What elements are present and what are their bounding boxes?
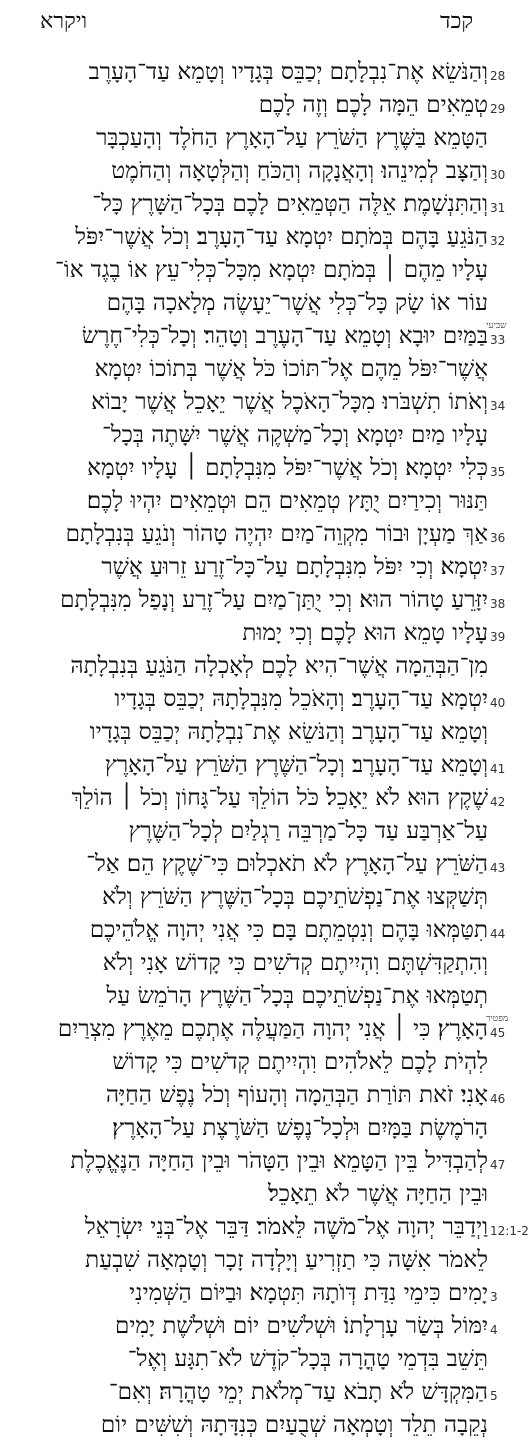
verse-text: טְמֵאִים הֵמָּה לָכֶם׃ וְזֶה לָכֶם — [258, 92, 488, 118]
text-line — [10, 1013, 509, 1046]
verse-text: יִמּוֹל בְּשַׂר עָרְלָתוֹ׃ וּשְׁלֹשִׁים יוֹם וּשְׁלֹשֶׁת יָמִים — [115, 1313, 488, 1339]
verse-text: וְהַצָּב לְמִינֵהוּ׃ וְהָאֲנָקָה וְהַכֹּחַ וְהַלְּטָאָה וְהַחֹמֶט — [111, 158, 488, 184]
verse-number: 3 — [490, 1290, 498, 1304]
verse-number: 34 — [490, 399, 506, 413]
verse-text: שֶׁקֶץ הוּא לֹא יֵאָכֵל׃ כֹּל הוֹלֵךְ עַל־גָּחוֹן וְכֹל ׀ הוֹלֵךְ — [71, 785, 488, 811]
verse-text: אֲשֶׁר־יִפֹּל מֵהֶם אֶל־תּוֹכוֹ כֹּל אֲשֶׁר בְּתוֹכוֹ יִטְמָא — [94, 356, 488, 382]
verse-text: עוֹר אוֹ שָׂק כָּל־כְּלִי אֲשֶׁר־יֵעָשֶׂה מְלָאכָה בָּהֶם — [106, 290, 488, 316]
verse-text: עָלָיו טָמֵא הוּא לָכֶם׃ וְכִי יָמוּת — [242, 620, 488, 646]
verse-number: 30 — [490, 168, 506, 182]
verse-text: וְטָמֵא עַד־הָעָרֶב׃ וְכָל־הַשֶּׁרֶץ הַשֹּׁרֵץ עַל־הָאָרֶץ — [104, 752, 488, 778]
verse-number: 36 — [490, 531, 506, 545]
text-line — [10, 1079, 505, 1112]
verse-text: וּבֵין הַחַיָּה אֲשֶׁר לֹא תֵאָכֵל׃ — [268, 1181, 488, 1207]
verse-text: הַטָּמֵא בַּשֶּׁרֶץ הַשֹּׁרֵץ עַל־הָאָרֶץ הַחֹלֶד וְהָעַכְבָּר — [96, 125, 488, 151]
verse-text: הָרֹמֶשֶׂת בַּמָּיִם וּלְכָל־נֶפֶשׁ הַשֹּׁרֶצֶת עַל־הָאָרֶץ׃ — [112, 1115, 488, 1141]
text-line — [10, 914, 505, 947]
verse-text: וַיְדַבֵּר יְהוָה אֶל־מֹשֶׁה לֵּאמֹר׃ דַּבֵּר אֶל־בְּנֵי יִשְׂרָאֵל — [84, 1214, 488, 1240]
text-line — [10, 485, 505, 518]
text-line — [10, 716, 505, 749]
verse-text: כְּלִי יִטְמָא׃ וְכֹל אֲשֶׁר־יִפֹּל מִנִּבְלָתָם ׀ עָלָיו יִטְמָא — [87, 455, 488, 481]
verse-text: יִטְמָא׃ וְכִי יִפֹּל מִנִּבְלָתָם עַל־כָּל־זֶרַע זֵרוּעַ אֲשֶׁר — [101, 554, 488, 580]
verse-text: הַשֹּׁרֵץ עַל־הָאָרֶץ לֹא תֹאכְלוּם כִּי־שֶׁקֶץ הֵם׃ אַל־ — [86, 851, 488, 877]
text-line — [10, 584, 505, 617]
text-line — [10, 683, 505, 716]
verse-number: 41 — [490, 762, 506, 776]
text-line — [10, 782, 505, 815]
text-line — [10, 386, 505, 419]
text-line — [10, 155, 505, 188]
text-line — [10, 1046, 505, 1079]
text-line — [10, 89, 505, 122]
verse-number: 4 — [490, 1323, 498, 1337]
text-line — [10, 980, 505, 1013]
text-line — [10, 1409, 505, 1442]
verse-number: 43 — [490, 861, 506, 875]
verse-number: 32 — [490, 234, 506, 248]
verse-text: הַמִּקְדָּשׁ לֹא תָבֹא עַד־מְלֹאת יְמֵי טָהֳרָהּ׃ וְאִם־ — [108, 1379, 488, 1405]
text-line — [10, 188, 505, 221]
text-line — [10, 1112, 505, 1145]
verse-text: נְקֵבָה תֵלֵד וְטָמְאָה שְׁבֻעַיִם כְּנִדָּתָהּ וְשִׁשִּׁים יוֹם — [100, 1412, 488, 1438]
verse-text: אַךְ מַעְיָן וּבוֹר מִקְוֵה־מַיִם יִהְיֶה טָהוֹר וְנֹגֵעַ בְּנִבְלָתָם — [65, 521, 488, 547]
verse-text: וְהַנֹּשֵׂא אֶת־נִבְלָתָם יְכַבֵּס בְּגָדָיו וְטָמֵא עַד־הָעָרֶב — [88, 59, 488, 85]
text-line — [10, 1277, 505, 1310]
verse-text: עָלָיו מַיִם יִטְמָא וְכָל־מַשְׁקֶה אֲשֶׁר יִשָּׁתֶה בְּכָל־ — [102, 422, 488, 448]
verse-text: תַּנּוּר וְכִירַיִם יֻתָּץ טְמֵאִים הֵם וּטְמֵאִים יִהְיוּ לָכֶם׃ — [86, 488, 488, 514]
verse-text: וְאֹתוֹ תִשְׁבֹּרוּ׃ מִכָּל־הָאֹכֶל אֲשֶׁר יֵאָכֵל אֲשֶׁר יָבוֹא — [91, 389, 488, 415]
verse-number: 37 — [490, 564, 506, 578]
text-line — [10, 353, 505, 386]
verse-text: לְהַבְדִּיל בֵּין הַטָּמֵא וּבֵין הַטָּהֹר וּבֵין הַחַיָּה הַנֶּאֱכֶלֶת — [70, 1148, 488, 1174]
text-line — [10, 287, 505, 320]
verse-text: וְטָמֵא עַד־הָעָרֶב וְהַנֹּשֵׂא אֶת־נִבְלָתָהּ יְכַבֵּס בְּגָדָיו — [89, 719, 488, 745]
verse-number: 28 — [490, 69, 506, 83]
text-line — [10, 1178, 505, 1211]
page-header — [0, 8, 521, 38]
book-title: ויקרא — [40, 9, 88, 34]
text-line — [10, 617, 505, 650]
text-line — [10, 650, 505, 683]
verse-text: תֵּשֵׁב בִּדְמֵי טָהֳרָה בְּכָל־קֹדֶשׁ לֹא־תִגָּע וְאֶל־ — [127, 1346, 488, 1372]
text-line — [10, 320, 505, 353]
verse-number: 40 — [490, 696, 506, 710]
verse-number: 42 — [490, 795, 506, 809]
verse-number: 45 — [490, 1026, 506, 1040]
text-line — [10, 1376, 505, 1409]
text-line — [10, 1211, 529, 1244]
text-line — [10, 1310, 505, 1343]
verse-text: מִן־הַבְּהֵמָה אֲשֶׁר־הִיא לָכֶם לְאָכְלָה הַנֹּגֵעַ בְּנִבְלָתָהּ — [70, 653, 488, 679]
text-line — [10, 518, 505, 551]
verse-number: 12:1-2 — [490, 1224, 529, 1238]
verse-text: יָמִים כִּימֵי נִדַּת דְּוֺתָהּ תִּטְמָא׃ וּבַיּוֹם הַשְּׁמִינִי — [129, 1280, 488, 1306]
verse-text: הַנֹּגֵעַ בָּהֶם בְּמֹתָם יִטְמָא עַד־הָעָרֶב׃ וְכֹל אֲשֶׁר־יִפֹּל — [75, 224, 488, 250]
verse-text: עָלָיו מֵהֶם ׀ בְּמֹתָם יִטְמָא מִכָּל־כְּלִי־עֵץ אוֹ בֶגֶד אוֹ־ — [55, 257, 488, 283]
text-line — [10, 815, 505, 848]
verse-text: וְהַתִּנְשָׁמֶת׃ אֵלֶּה הַטְּמֵאִים לָכֶם בְּכָל־הַשָּׁרֶץ כָּל־ — [92, 191, 488, 217]
verse-text: יִזָּרֵעַ טָהוֹר הוּא׃ וְכִי יֻתַּן־מַיִם עַל־זֶרַע וְנָפַל מִנִּבְלָתָם — [60, 587, 488, 613]
text-line — [10, 221, 505, 254]
page-number: קכד — [440, 9, 474, 34]
verse-text: יִטְמָא עַד־הָעָרֶב׃ וְהָאֹכֵל מִנִּבְלָתָהּ יְכַבֵּס בְּגָדָיו — [114, 686, 488, 712]
text-line — [10, 551, 505, 584]
text-line — [10, 749, 505, 782]
text-line — [10, 452, 505, 485]
verse-text: לֵאמֹר אִשָּׁה כִּי תַזְרִיעַ וְיָלְדָה זָכָר וְטָמְאָה שִׁבְעַת — [85, 1247, 488, 1273]
text-line — [10, 1145, 505, 1178]
verse-number: 44 — [490, 927, 506, 941]
verse-number: 38 — [490, 597, 506, 611]
text-line — [10, 947, 505, 980]
text-line — [10, 1244, 505, 1277]
verse-number: 33 — [490, 333, 506, 347]
text-line — [10, 122, 505, 155]
verse-text: וְהִתְקַדִּשְׁתֶּם וִהְיִיתֶם קְדֹשִׁים כִּי קָדוֹשׁ אָנִי וְלֹא — [102, 950, 488, 976]
verse-text: הָאָרֶץ׃ כִּי ׀ אֲנִי יְהוָה הַמַּעֲלֶה אֶתְכֶם מֵאֶרֶץ מִצְרַיִם — [57, 1016, 488, 1042]
verse-text: תִטַּמְּאוּ בָּהֶם וְנִטְמֵתֶם בָּם׃ כִּי אֲנִי יְהוָה אֱלֹהֵיכֶם — [89, 917, 488, 943]
verse-text: אָנִי׃ זֹאת תּוֹרַת הַבְּהֵמָה וְהָעוֹף וְכֹל נֶפֶשׁ הַחַיָּה — [105, 1082, 488, 1108]
text-line — [10, 848, 505, 881]
verse-text: תְטַמְּאוּ אֶת־נַפְשֹׁתֵיכֶם בְּכָל־הַשֶּׁרֶץ הָרֹמֵשׂ עַל — [106, 983, 488, 1009]
verse-number: 46 — [490, 1092, 506, 1106]
aliyah-marker: מפטיר — [486, 1014, 509, 1024]
text-line — [10, 881, 505, 914]
verse-number: 31 — [490, 201, 506, 215]
verse-text: עַל־אַרְבַּע עַד כָּל־מַרְבֵּה רַגְלַיִם לְכָל־הַשֶּׁרֶץ — [128, 818, 488, 844]
verse-number: 47 — [490, 1158, 506, 1172]
text-line — [10, 56, 505, 89]
text-line — [10, 254, 505, 287]
verse-number: 5 — [490, 1389, 498, 1403]
aliyah-marker: שביעי — [486, 321, 507, 331]
verse-text: תְּשַׁקְּצוּ אֶת־נַפְשֹׁתֵיכֶם בְּכָל־הַשֶּׁרֶץ הַשֹּׁרֵץ וְלֹא — [102, 884, 488, 910]
verse-number: 39 — [490, 630, 506, 644]
verse-number: 29 — [490, 102, 506, 116]
verse-text: בַּמַּיִם יוּבָא וְטָמֵא עַד־הָעֶרֶב וְטָהֵר׃ וְכָל־כְּלִי־חֶרֶשׂ — [81, 323, 488, 349]
text-line — [10, 1343, 505, 1376]
verse-text: לִהְיֹת לָכֶם לֵאלֹהִים וִהְיִיתֶם קְדֹשִׁים כִּי קָדוֹשׁ — [112, 1049, 488, 1075]
text-column — [10, 56, 529, 1442]
text-line — [10, 419, 505, 452]
verse-number: 35 — [490, 465, 506, 479]
